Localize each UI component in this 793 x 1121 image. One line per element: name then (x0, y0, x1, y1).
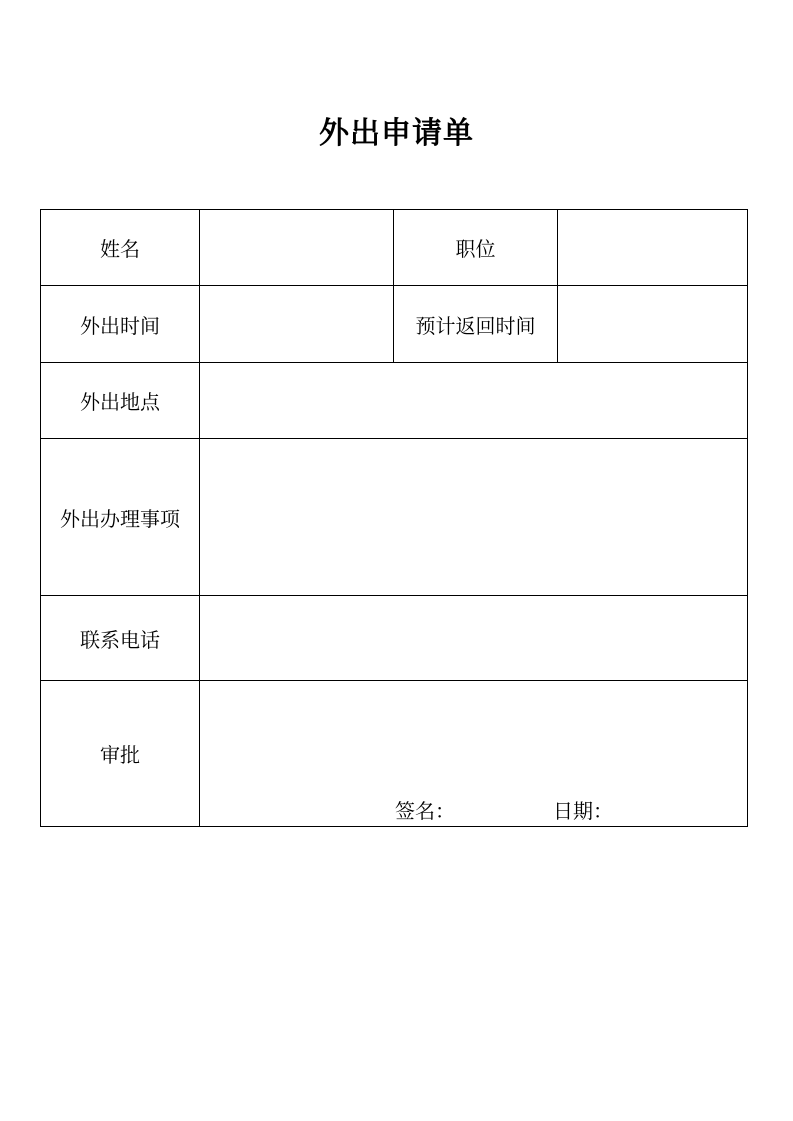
phone-label: 联系电话 (41, 596, 200, 681)
table-row-location (41, 363, 748, 439)
out-time-field[interactable] (200, 286, 394, 363)
table-row-matters (41, 439, 748, 596)
phone-field[interactable] (200, 596, 748, 681)
return-time-label: 预计返回时间 (394, 286, 558, 363)
table-row-name (41, 210, 748, 286)
signature-label: 签名： (395, 799, 455, 823)
position-field[interactable] (558, 210, 748, 286)
name-label: 姓名 (41, 210, 200, 286)
name-field[interactable] (200, 210, 394, 286)
page-title: 外出申请单 (319, 116, 474, 151)
matters-label: 外出办理事项 (41, 439, 200, 596)
signature-date-line (395, 795, 613, 824)
approval-field[interactable] (200, 681, 748, 827)
return-time-field[interactable] (558, 286, 748, 363)
table-row-phone (41, 596, 748, 681)
position-label: 职位 (394, 210, 558, 286)
location-field[interactable] (200, 363, 748, 439)
approval-label: 审批 (41, 681, 200, 827)
table-row-time (41, 286, 748, 363)
date-label: 日期： (553, 799, 613, 823)
out-time-label: 外出时间 (41, 286, 200, 363)
matters-field[interactable] (200, 439, 748, 596)
application-form-table (40, 209, 748, 827)
location-label: 外出地点 (41, 363, 200, 439)
table-row-approval (41, 681, 748, 827)
